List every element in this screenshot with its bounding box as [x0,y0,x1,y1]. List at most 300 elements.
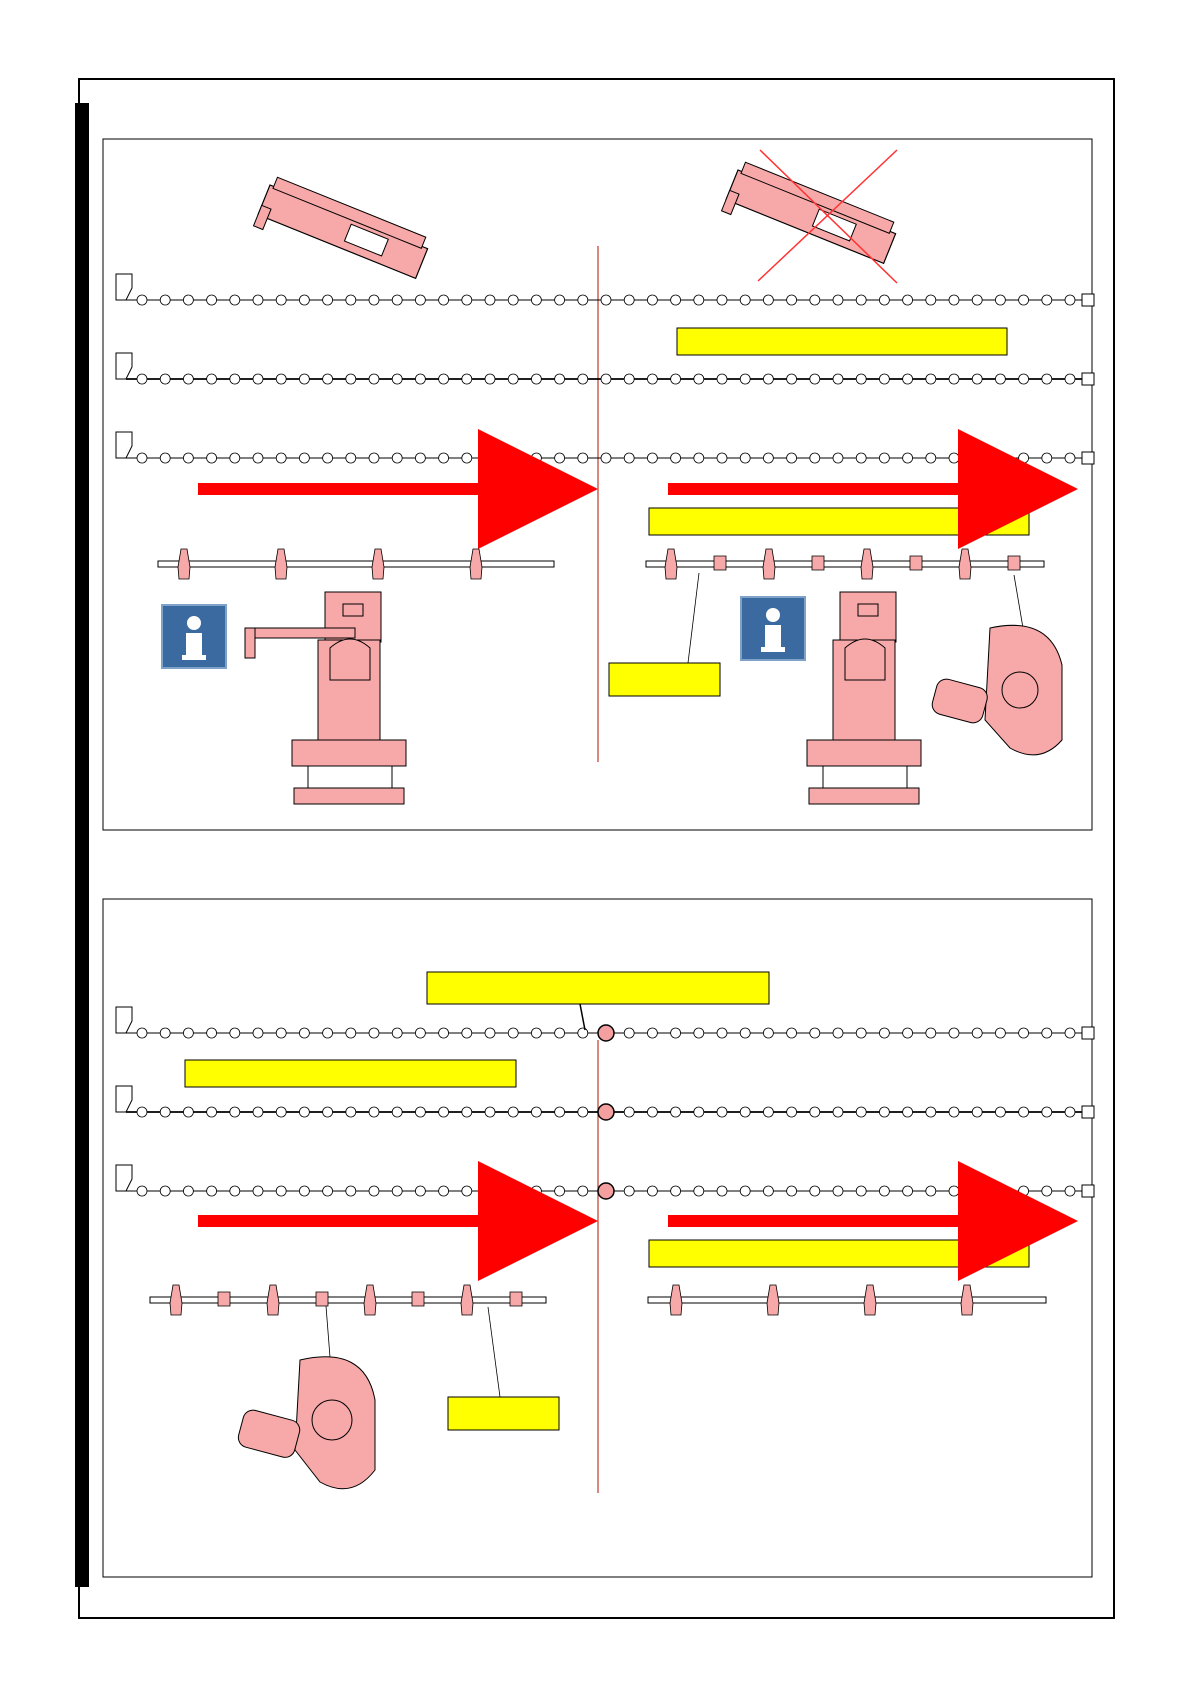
chain-link [578,1028,588,1038]
chain-link [392,1028,402,1038]
chain-link [485,1107,495,1117]
chain-link [810,1186,820,1196]
rail-bracket [812,556,824,570]
chain-link [439,453,449,463]
chain-link [439,1186,449,1196]
chain-link [879,1107,889,1117]
chain-link [995,1186,1005,1196]
label-bottom-small [448,1397,559,1430]
rail-clip [959,549,971,579]
chain-link [555,374,565,384]
chain-link [392,453,402,463]
chain-link [1042,453,1052,463]
chain-link [972,1186,982,1196]
chain-link [137,295,147,305]
chain-link [555,1107,565,1117]
chain-link [810,374,820,384]
chain [116,1007,1094,1041]
chain-link [995,1107,1005,1117]
chain-link [926,374,936,384]
chain-link [346,1107,356,1117]
chain-link [160,374,170,384]
crossed-out-part-icon [722,150,900,283]
chain-link [972,1028,982,1038]
chain-link [972,295,982,305]
chain-link [717,453,727,463]
chain-link [462,374,472,384]
rail-clip [961,1285,973,1315]
chain-link [531,295,541,305]
chain-link [485,1186,495,1196]
rail-clip [861,549,873,579]
chain-link [346,1028,356,1038]
chain-link [183,453,193,463]
chain-link [879,295,889,305]
chain-link [276,295,286,305]
rail-clip [767,1285,779,1315]
chain-link [926,453,936,463]
chain-link [647,1186,657,1196]
rail-clip [665,549,677,579]
rail-bracket [714,556,726,570]
chain-link [1019,374,1029,384]
chain-link [624,1028,634,1038]
chain [116,1165,1094,1199]
chain-link [183,1186,193,1196]
chain-link [787,1186,797,1196]
chain-link [763,1186,773,1196]
chain-link [740,1107,750,1117]
chain-link [926,1186,936,1196]
chain-start-bracket [116,353,132,379]
chain-link [555,453,565,463]
chain-link [508,453,518,463]
chain-link [415,1028,425,1038]
label-top-right-3 [609,663,720,696]
chain-link [1065,1107,1075,1117]
chain-link [276,374,286,384]
chain-link [439,295,449,305]
rail-bracket [412,1292,424,1306]
rail-clip [461,1285,473,1315]
leader-line-top [688,573,699,663]
chain-link [694,453,704,463]
chain-link [555,1028,565,1038]
chain-link [531,1107,541,1117]
chain-link [1042,374,1052,384]
chain-link [485,295,495,305]
chain-link [578,453,588,463]
chain-end-block [1082,452,1094,464]
chain-link [740,1028,750,1038]
chain-link [531,1028,541,1038]
chain-link [369,453,379,463]
chain-end-block [1082,1106,1094,1118]
chain-link [740,453,750,463]
leader-line-top-2 [1014,575,1023,628]
machine-body-left [245,592,406,804]
chain-start-bracket [116,432,132,458]
chain-link [833,1107,843,1117]
chain-link [415,453,425,463]
chain-link [601,453,611,463]
chain-link [578,1186,588,1196]
chain-link [949,374,959,384]
rail-clip [170,1285,182,1315]
info-icon-left [162,605,226,668]
chain-link [995,374,1005,384]
chain-link [207,295,217,305]
chain-link [160,1186,170,1196]
chain-link [392,374,402,384]
chain-link [810,453,820,463]
chain-link [508,1028,518,1038]
chain-link [253,1186,263,1196]
chain-link [508,1186,518,1196]
chain-link [624,1186,634,1196]
chain-link [879,453,889,463]
chain-link [810,1107,820,1117]
chain-link [276,1186,286,1196]
chain-link [392,1186,402,1196]
chain-link [949,295,959,305]
chain-link [1042,1186,1052,1196]
label-bottom-center [427,972,769,1004]
rail-clip [864,1285,876,1315]
chain-link [717,1186,727,1196]
chain-link [578,295,588,305]
chain-link [137,1107,147,1117]
chain-link [346,295,356,305]
chain-link [415,1107,425,1117]
chain-link [160,1028,170,1038]
chain [116,432,1094,464]
chain-link [694,1186,704,1196]
bracket-part-left [254,176,432,290]
chain-link [207,374,217,384]
chain-link [856,1186,866,1196]
chain-link [833,295,843,305]
chain-link [833,374,843,384]
chain-link [346,1186,356,1196]
chain-link [717,1028,727,1038]
chain-link [647,374,657,384]
chain-link [392,1107,402,1117]
chain-link [810,1028,820,1038]
chain-link [369,1107,379,1117]
chain-link [740,374,750,384]
chain-end-block [1082,1185,1094,1197]
chain-link [787,374,797,384]
chain-link [694,1107,704,1117]
chain-link [415,1186,425,1196]
chain-link [183,374,193,384]
chain-link [787,1028,797,1038]
chain-link [949,1107,959,1117]
chain-link [763,453,773,463]
chain-link [671,1028,681,1038]
chain-link [926,1028,936,1038]
rail-clip [670,1285,682,1315]
chain-link [415,295,425,305]
chain [116,274,1094,306]
chain-end-block [1082,294,1094,306]
chain-link [439,1107,449,1117]
label-bottom-right [649,1240,1029,1267]
chain-link [323,1028,333,1038]
chain-link [787,453,797,463]
chain-link [647,1028,657,1038]
chain-link [995,295,1005,305]
chain-link [508,374,518,384]
chain-link [485,1028,495,1038]
chain-link [555,1186,565,1196]
chain-link [299,1028,309,1038]
chain-link [207,1028,217,1038]
rail-bottom-right [648,1285,1046,1315]
chain [116,1086,1094,1120]
rail-clip [178,549,190,579]
label-top-right-1 [677,328,1007,355]
chain-link [717,295,727,305]
chain-link [462,295,472,305]
chain-link [346,453,356,463]
rail-top-left [158,549,554,579]
chain-link [207,453,217,463]
chain-link [1019,1028,1029,1038]
chain-link [439,374,449,384]
chain-link [647,295,657,305]
chain-link [183,1028,193,1038]
chain-link [903,1186,913,1196]
chain-link [926,295,936,305]
chain-link [972,374,982,384]
chain-link [763,295,773,305]
chain-link [671,1107,681,1117]
rail-top-right [646,549,1044,579]
chain-link [439,1028,449,1038]
chain-link [972,1107,982,1117]
binding-strip [75,103,89,1587]
chain-link [833,453,843,463]
chain-link-highlighted [598,1183,614,1199]
chain-end-block [1082,373,1094,385]
chain-link [1019,453,1029,463]
chain-link [903,453,913,463]
chain-link [462,1186,472,1196]
chain-link [485,374,495,384]
chain-link [346,374,356,384]
chain-link [323,453,333,463]
chain-link [624,1107,634,1117]
chain-link [949,1186,959,1196]
label-top-right-2 [649,508,1029,535]
chain-link [369,1186,379,1196]
chain-link [1019,1107,1029,1117]
chain-link [949,453,959,463]
chain-link [624,453,634,463]
chain-link [137,374,147,384]
chain-link [508,1107,518,1117]
chain-link [323,374,333,384]
chain-link [299,453,309,463]
chain-link [299,1186,309,1196]
chain-link [903,1107,913,1117]
chain-link [299,295,309,305]
chain-link-highlighted [598,1104,614,1120]
chain-link [230,1028,240,1038]
rail-clip [763,549,775,579]
chain-link [972,453,982,463]
chain-link [671,295,681,305]
chain-link [740,1186,750,1196]
rail-clip [364,1285,376,1315]
chain-link [949,1028,959,1038]
label-bottom-left [185,1060,516,1087]
chain-link [230,1186,240,1196]
chain-link [230,1107,240,1117]
chain-link [276,1028,286,1038]
chain-link [763,374,773,384]
chain-link [833,1028,843,1038]
chain-link [137,1186,147,1196]
chain-link [415,374,425,384]
chain-link [1042,1107,1052,1117]
chain-link [1065,295,1075,305]
chain-link [1065,1028,1075,1038]
chain-link [1065,374,1075,384]
chain-link [299,374,309,384]
chain-start-bracket [116,1086,132,1112]
chain-link [833,1186,843,1196]
chain-link [1065,453,1075,463]
chain-start-bracket [116,1165,132,1191]
chain-link [787,1107,797,1117]
chain-link [276,1107,286,1117]
chain-link [207,1186,217,1196]
chain-link [160,1107,170,1117]
chain-end-block [1082,1027,1094,1039]
leader-line-bottom-center [580,1004,585,1030]
chain-link [995,1028,1005,1038]
chain-link [601,295,611,305]
motor-part-top-right [930,625,1062,755]
motor-part-bottom [236,1357,375,1489]
chain-link [856,1028,866,1038]
machine-body-right [807,592,921,804]
chain-link [763,1107,773,1117]
chain-link [253,453,263,463]
chain-link [299,1107,309,1117]
chain-link [694,1028,704,1038]
chain-link [787,295,797,305]
rail-bracket [910,556,922,570]
chain-link [253,295,263,305]
chain-link [856,453,866,463]
chain-start-bracket [116,274,132,300]
chain-link [1042,295,1052,305]
chain-link [810,295,820,305]
chain-link [879,1186,889,1196]
chain-link [717,374,727,384]
chain-link [903,374,913,384]
chain-link [230,295,240,305]
chain-link [137,453,147,463]
rail-clip [267,1285,279,1315]
chain-link [508,295,518,305]
chain-link [462,1028,472,1038]
chain-link [369,1028,379,1038]
chain-link [694,374,704,384]
rail-bracket [316,1292,328,1306]
chain-link [879,374,889,384]
rail-bracket [1008,556,1020,570]
rail-clip [470,549,482,579]
chain-link [183,1107,193,1117]
chain-link [578,374,588,384]
chain-link [276,453,286,463]
rail-clip [372,549,384,579]
chain-link [369,295,379,305]
chain [116,353,1094,385]
chain-link [160,453,170,463]
chain-link [323,295,333,305]
chain-link [903,1028,913,1038]
chain-link [462,453,472,463]
chain-link [926,1107,936,1117]
chain-link [856,295,866,305]
chain-link [323,1107,333,1117]
chain-link [1019,1186,1029,1196]
rail-bracket [218,1292,230,1306]
chain-link [995,453,1005,463]
chain-link [601,374,611,384]
chain-link [230,374,240,384]
chain-link [763,1028,773,1038]
chain-link [531,374,541,384]
chain-link [1019,295,1029,305]
chain-link [531,1186,541,1196]
chain-link [230,453,240,463]
chain-link [531,453,541,463]
chain-link [647,453,657,463]
chain-link [369,374,379,384]
chain-link [717,1107,727,1117]
chain-link [555,295,565,305]
chain-link [207,1107,217,1117]
chain-link [137,1028,147,1038]
chain-link [462,1107,472,1117]
chain-link [1065,1186,1075,1196]
chain-start-bracket [116,1007,132,1033]
info-icon-right [741,597,805,660]
chain-link [740,295,750,305]
chain-link [253,374,263,384]
chain-link [323,1186,333,1196]
chain-link [253,1028,263,1038]
chain-link [903,295,913,305]
page-frame [79,79,1114,1618]
rail-clip [275,549,287,579]
chain-link [578,1107,588,1117]
chain-link [856,1107,866,1117]
chain-link [671,453,681,463]
chain-link [856,374,866,384]
chain-link [624,374,634,384]
chain-link [1042,1028,1052,1038]
leader-line-bottom [488,1307,500,1397]
chain-link [694,295,704,305]
